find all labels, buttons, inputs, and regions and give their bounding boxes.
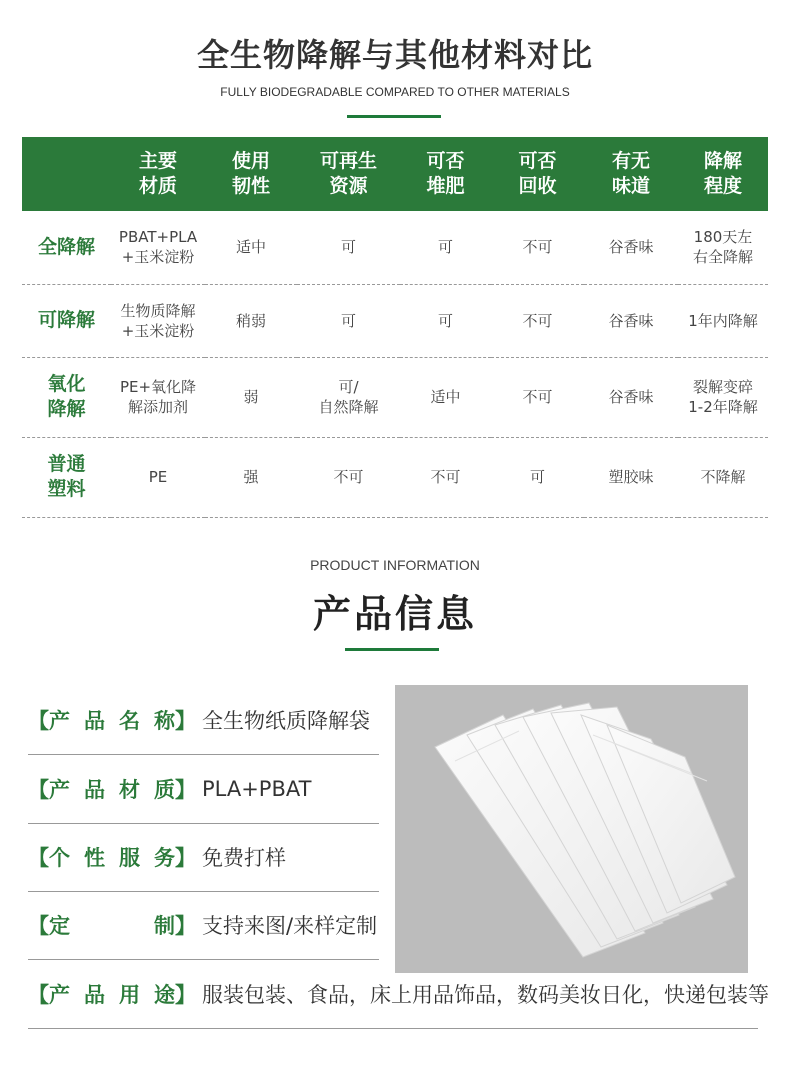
table-cell: 可 xyxy=(400,284,491,357)
table-row xyxy=(22,357,768,437)
table-cell: 可 xyxy=(297,211,400,284)
header-cell: 可否 堆肥 xyxy=(426,150,465,197)
table-cell: 谷香味 xyxy=(584,211,678,284)
comparison-table xyxy=(22,137,768,518)
table-cell: 不可 xyxy=(491,211,584,284)
table-cell: PE xyxy=(111,437,205,517)
table-cell: 不可 xyxy=(491,357,584,437)
header-cell: 有无 味道 xyxy=(611,150,650,197)
info-key: 【 产品材质 】 xyxy=(28,777,196,802)
info-key: 【 个性服务 】 xyxy=(28,845,196,870)
row-label: 普通 塑料 xyxy=(22,437,111,517)
table-cell: 可 xyxy=(297,284,400,357)
info-value: 服装包装、食品，床上用品饰品，数码美妆日化，快递包装等 xyxy=(202,982,769,1007)
table-cell: 适中 xyxy=(205,211,297,284)
info-value: PLA+PBAT xyxy=(202,776,312,801)
table-cell: 不可 xyxy=(400,437,491,517)
table-cell: 适中 xyxy=(400,357,491,437)
info-key: 【 产品名称 】 xyxy=(28,708,196,733)
header-corner xyxy=(22,137,111,211)
row-label: 可降解 xyxy=(22,284,111,357)
table-cell: 弱 xyxy=(205,357,297,437)
product-photo xyxy=(395,685,748,973)
table-cell: 生物质降解 +玉米淀粉 xyxy=(111,284,205,357)
info-row-custom xyxy=(28,890,379,960)
table-cell: PBAT+PLA +玉米淀粉 xyxy=(111,211,205,284)
header-cell: 可再生 资源 xyxy=(319,150,377,197)
table-cell: PE+氧化降 解添加剂 xyxy=(111,357,205,437)
info-value: 免费打样 xyxy=(202,845,286,870)
header-cell: 主要 材质 xyxy=(138,150,177,197)
info-row-service xyxy=(28,822,379,892)
table-row xyxy=(22,211,768,284)
table-cell: 强 xyxy=(205,437,297,517)
table-cell: 可 xyxy=(400,211,491,284)
comparison-title: 全生物降解与其他材料对比 xyxy=(196,36,593,74)
table-cell: 不降解 xyxy=(678,437,768,517)
product-info-title: 产品信息 xyxy=(312,592,477,636)
table-cell: 塑胶味 xyxy=(584,437,678,517)
biodegradable-bags-image xyxy=(395,685,748,973)
table-cell: 180天左 右全降解 xyxy=(678,211,768,284)
title-underline xyxy=(345,648,439,651)
table-cell: 谷香味 xyxy=(584,357,678,437)
row-label: 氧化 降解 xyxy=(22,357,111,437)
comparison-subtitle: FULLY BIODEGRADABLE COMPARED TO OTHER MATERIALS xyxy=(220,85,570,99)
table-cell: 裂解变碎 1-2年降解 xyxy=(678,357,768,437)
info-value: 全生物纸质降解袋 xyxy=(202,708,370,733)
info-row-material xyxy=(28,754,379,824)
info-key: 【 产品用途 】 xyxy=(28,982,196,1007)
title-underline xyxy=(347,115,441,118)
product-info-subtitle: PRODUCT INFORMATION xyxy=(310,557,480,573)
table-cell: 1年内降解 xyxy=(678,284,768,357)
table-cell: 谷香味 xyxy=(584,284,678,357)
table-cell: 稍弱 xyxy=(205,284,297,357)
table-cell: 不可 xyxy=(491,284,584,357)
table-row xyxy=(22,284,768,357)
table-cell: 可 xyxy=(491,437,584,517)
header-cell: 使用 韧性 xyxy=(231,150,270,197)
table-cell: 可/ 自然降解 xyxy=(297,357,400,437)
row-label: 全降解 xyxy=(22,211,111,284)
info-row-name xyxy=(28,685,379,755)
table-header-row xyxy=(22,137,768,211)
header-cell: 可否 回收 xyxy=(518,150,557,197)
info-key: 【 定制 】 xyxy=(28,913,196,938)
table-cell: 不可 xyxy=(297,437,400,517)
header-cell: 降解 程度 xyxy=(703,150,742,197)
table-row xyxy=(22,437,768,517)
info-value: 支持来图/来样定制 xyxy=(202,913,378,938)
